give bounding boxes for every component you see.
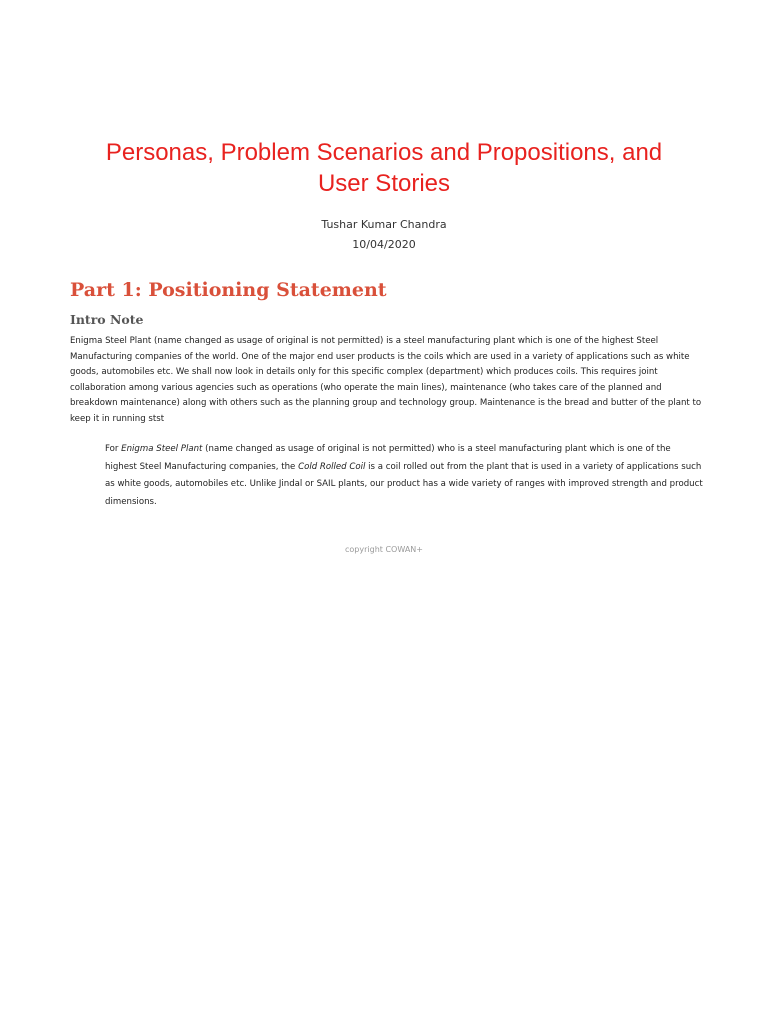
copyright-footer: copyright COWAN+ — [345, 545, 423, 554]
author-name: Tushar Kumar Chandra — [321, 218, 447, 231]
statement-text-2: (name changed as usage of original is not permitted) who is a steel manufacturing plant which is one of the highest Steel Manufacturing companies, the — [105, 444, 671, 472]
title-line-1: Personas, Problem Scenarios and Propositions, and — [105, 139, 663, 166]
document-date: 10/04/2020 — [352, 238, 416, 251]
section-heading-part1: Part 1: Positioning Statement — [70, 279, 387, 301]
title-line-2: User Stories — [317, 170, 451, 197]
intro-note-paragraph: Enigma Steel Plant (name changed as usage of original is not permitted) is a steel manufacturing plant which is one of the highest Steel Manufacturing companies of the world. One of the major end user products is the coils which are used in a variety of applications such as white goods, automobiles etc. We shall now look in details only for this specific complex (department) which produces coils. This requires joint collaboration among various agencies such as operations (who operate the main lines), maintenance (who takes care of the planned and breakdown maintenance) along with others such as the planning group and technology group. Maintenance is the bread and butter of the plant to keep it in running stst — [70, 336, 702, 424]
statement-text-3: is a coil rolled out from the plant that is used in a variety of applications such as white goods, automobiles etc. Unlike Jindal or SAIL plants, our product has a wide variety of ranges with improved strength and product dimensions. — [105, 461, 703, 507]
statement-for-word: For — [105, 444, 122, 454]
document-title — [70, 137, 698, 199]
positioning-statement — [105, 441, 703, 511]
statement-product: Cold Rolled Coil — [298, 461, 366, 472]
intro-note-heading: Intro Note — [70, 312, 144, 327]
statement-target: Enigma Steel Plant — [121, 444, 203, 454]
